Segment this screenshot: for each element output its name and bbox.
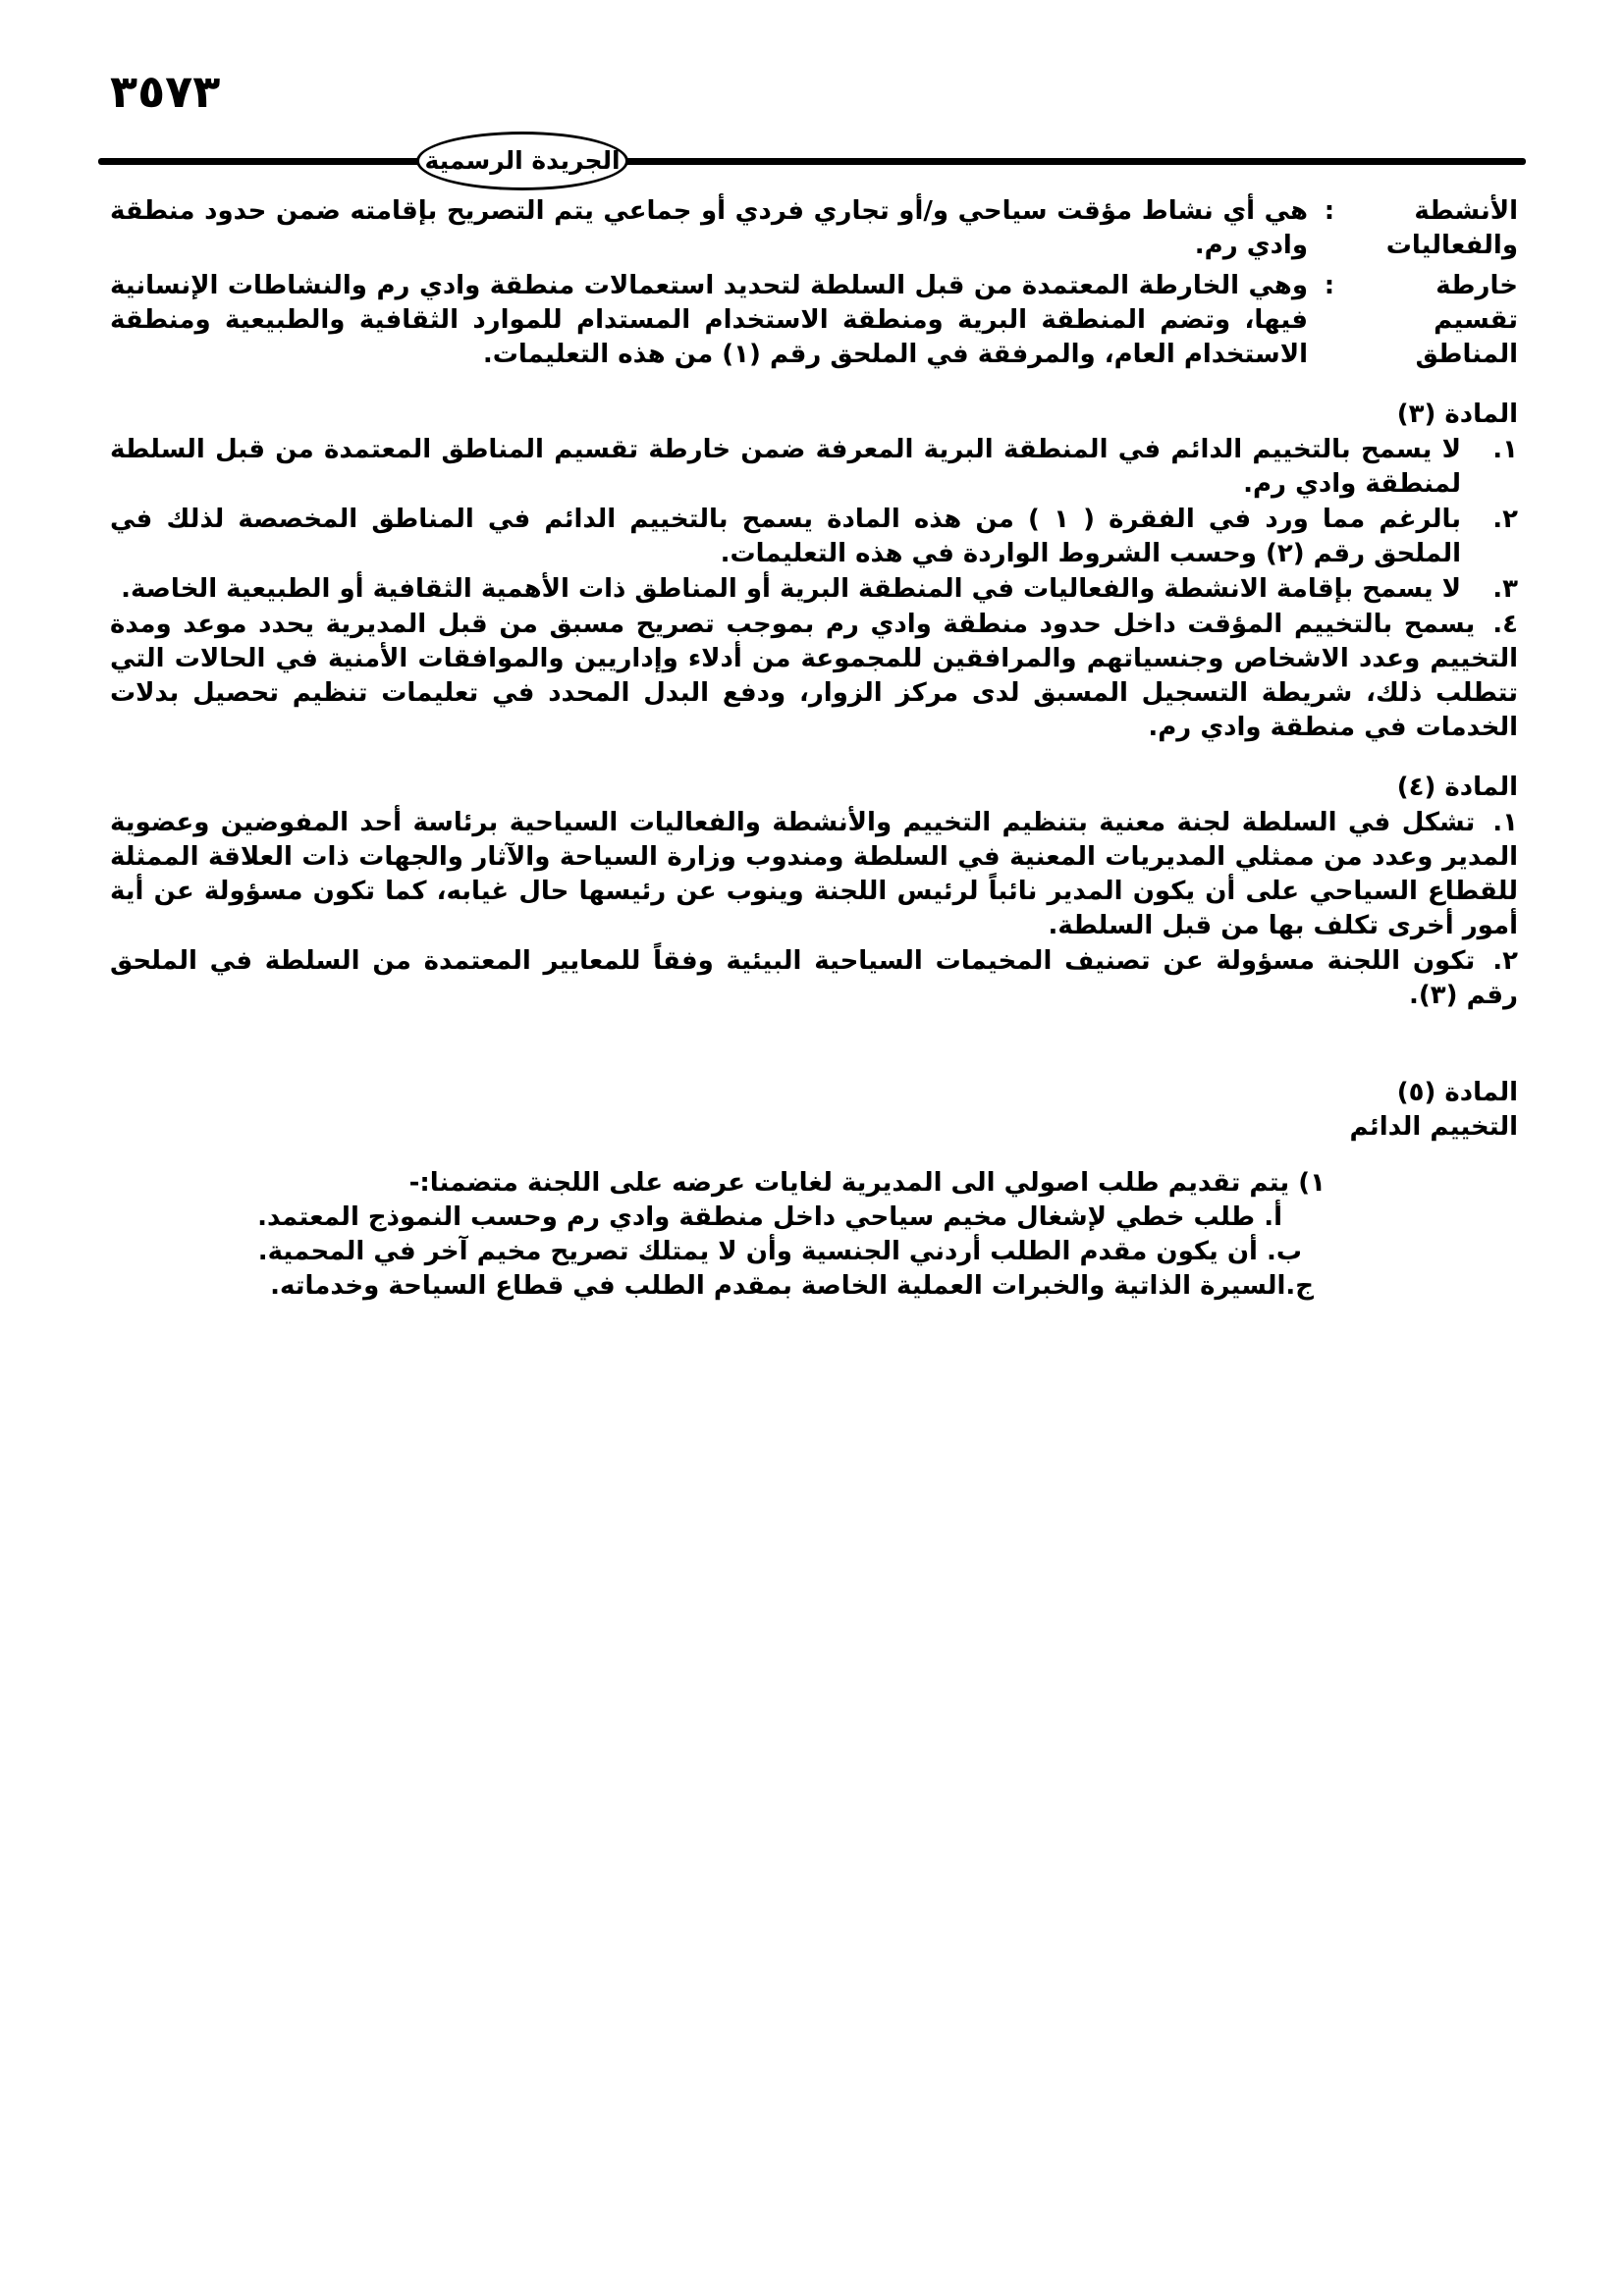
definition-row-zoning-map: [110, 269, 1518, 372]
definition-term: الأنشطة والفعاليات: [1385, 196, 1518, 260]
article-3-section: [110, 398, 1518, 745]
document-body: [110, 194, 1518, 1304]
item-marker: ٣.: [1492, 574, 1518, 604]
article-3-item-4: [110, 608, 1518, 745]
article-4-section: [110, 771, 1518, 1013]
definition-term: خارطة تقسيم المناطق: [1415, 271, 1518, 369]
definition-row-activities: [110, 194, 1518, 263]
item-marker: ٢.: [1492, 505, 1518, 534]
header-line: [98, 158, 1526, 165]
page-number: ٣٥٧٣: [110, 65, 221, 118]
definition-text: وهي الخارطة المعتمدة من قبل السلطة لتحديد استعمالات منطقة وادي رم والنشاطات الإنسانية فيها، وتضم المنطقة البرية ومنطقة الاستخدام المستدام للموارد الثقافية والطبيعية ومنطقة الاستخدام العام، والمرفقة في الملحق رقم (١) من هذه التعليمات.: [110, 271, 1308, 369]
gazette-title: الجريدة الرسمية: [424, 145, 621, 175]
clause-item-a: أ. طلب خطي لإشغال مخيم سياحي داخل منطقة وادي رم وحسب النموذج المعتمد.: [257, 1202, 1282, 1232]
gazette-title-badge: [416, 132, 628, 190]
article-4-heading: المادة (٤): [1396, 773, 1518, 802]
item-text: لا يسمح بإقامة الانشطة والفعاليات في المنطقة البرية أو المناطق ذات الأهمية الثقافية أو الطبيعية الخاصة.: [121, 574, 1461, 604]
article-3-item-1: [110, 433, 1518, 502]
definition-text: هي أي نشاط مؤقت سياحي و/أو تجاري فردي أو جماعي يتم التصريح بإقامته ضمن حدود منطقة وادي رم.: [110, 196, 1308, 260]
masthead: [98, 132, 1526, 190]
item-marker: ٤.: [1492, 610, 1518, 639]
item-marker: ٢.: [1492, 946, 1518, 976]
article-4-item-2: [110, 944, 1518, 1013]
clause-item-b: ب. أن يكون مقدم الطلب أردني الجنسية وأن لا يمتلك تصريح مخيم آخر في المحمية.: [257, 1237, 1302, 1266]
definition-separator: :: [1324, 196, 1335, 226]
item-text: تشكل في السلطة لجنة معنية بتنظيم التخييم والأنشطة والفعاليات السياحية برئاسة أحد المفوضين وعضوية المدير وعدد من ممثلي المديريات المعنية في السلطة ومندوب وزارة السياحة والآثار والجهات ذات العلاقة الممثلة للقطاع السياحي على أن يكون المدير نائباً لرئيس اللجنة وينوب عن رئيسها حال غيابه، كما تكون مسؤولة عن أية أمور أخرى تكلف بها من قبل السلطة.: [110, 808, 1518, 940]
article-5-section: [110, 1076, 1518, 1304]
item-text: يسمح بالتخييم المؤقت داخل حدود منطقة وادي رم بموجب تصريح مسبق من قبل المديرية يحدد موعد ومدة التخييم وعدد الاشخاص وجنسياتهم والمرافقين للمجموعة من أدلاء وإداريين والموافقات الأمنية في الحالات التي تتطلب ذلك، شريطة التسجيل المسبق لدى مركز الزوار، ودفع البدل المحدد في تعليمات تنظيم تحصيل بدلات الخدمات في منطقة وادي رم.: [110, 610, 1518, 742]
item-text: بالرغم مما ورد في الفقرة ( ١ ) من هذه المادة يسمح بالتخييم الدائم في المناطق المخصصة لذلك في الملحق رقم (٢) وحسب الشروط الواردة في هذه التعليمات.: [110, 505, 1461, 568]
clause-intro: ١) يتم تقديم طلب اصولي الى المديرية لغايات عرضه على اللجنة متضمنا:-: [408, 1168, 1326, 1198]
clause-item-c: ج.السيرة الذاتية والخبرات العملية الخاصة بمقدم الطلب في قطاع السياحة وخدماته.: [270, 1271, 1314, 1301]
article-3-item-2: [110, 503, 1518, 571]
article-5-heading: المادة (٥): [1396, 1078, 1518, 1107]
item-text: لا يسمح بالتخييم الدائم في المنطقة البرية المعرفة ضمن خارطة تقسيم المناطق المعتمدة من قبل السلطة لمنطقة وادي رم.: [110, 435, 1461, 499]
item-text: تكون اللجنة مسؤولة عن تصنيف المخيمات السياحية البيئية وفقاً للمعايير المعتمدة من السلطة في الملحق رقم (٣).: [110, 946, 1518, 1010]
article-3-item-3: [110, 572, 1518, 607]
article-4-item-1: [110, 806, 1518, 943]
article-5-subtitle: التخييم الدائم: [1349, 1112, 1518, 1142]
article-3-heading: المادة (٣): [1396, 400, 1518, 429]
definitions-section: [110, 194, 1518, 372]
definition-separator: :: [1324, 271, 1335, 300]
item-marker: ١.: [1492, 808, 1518, 837]
item-marker: ١.: [1492, 435, 1518, 464]
